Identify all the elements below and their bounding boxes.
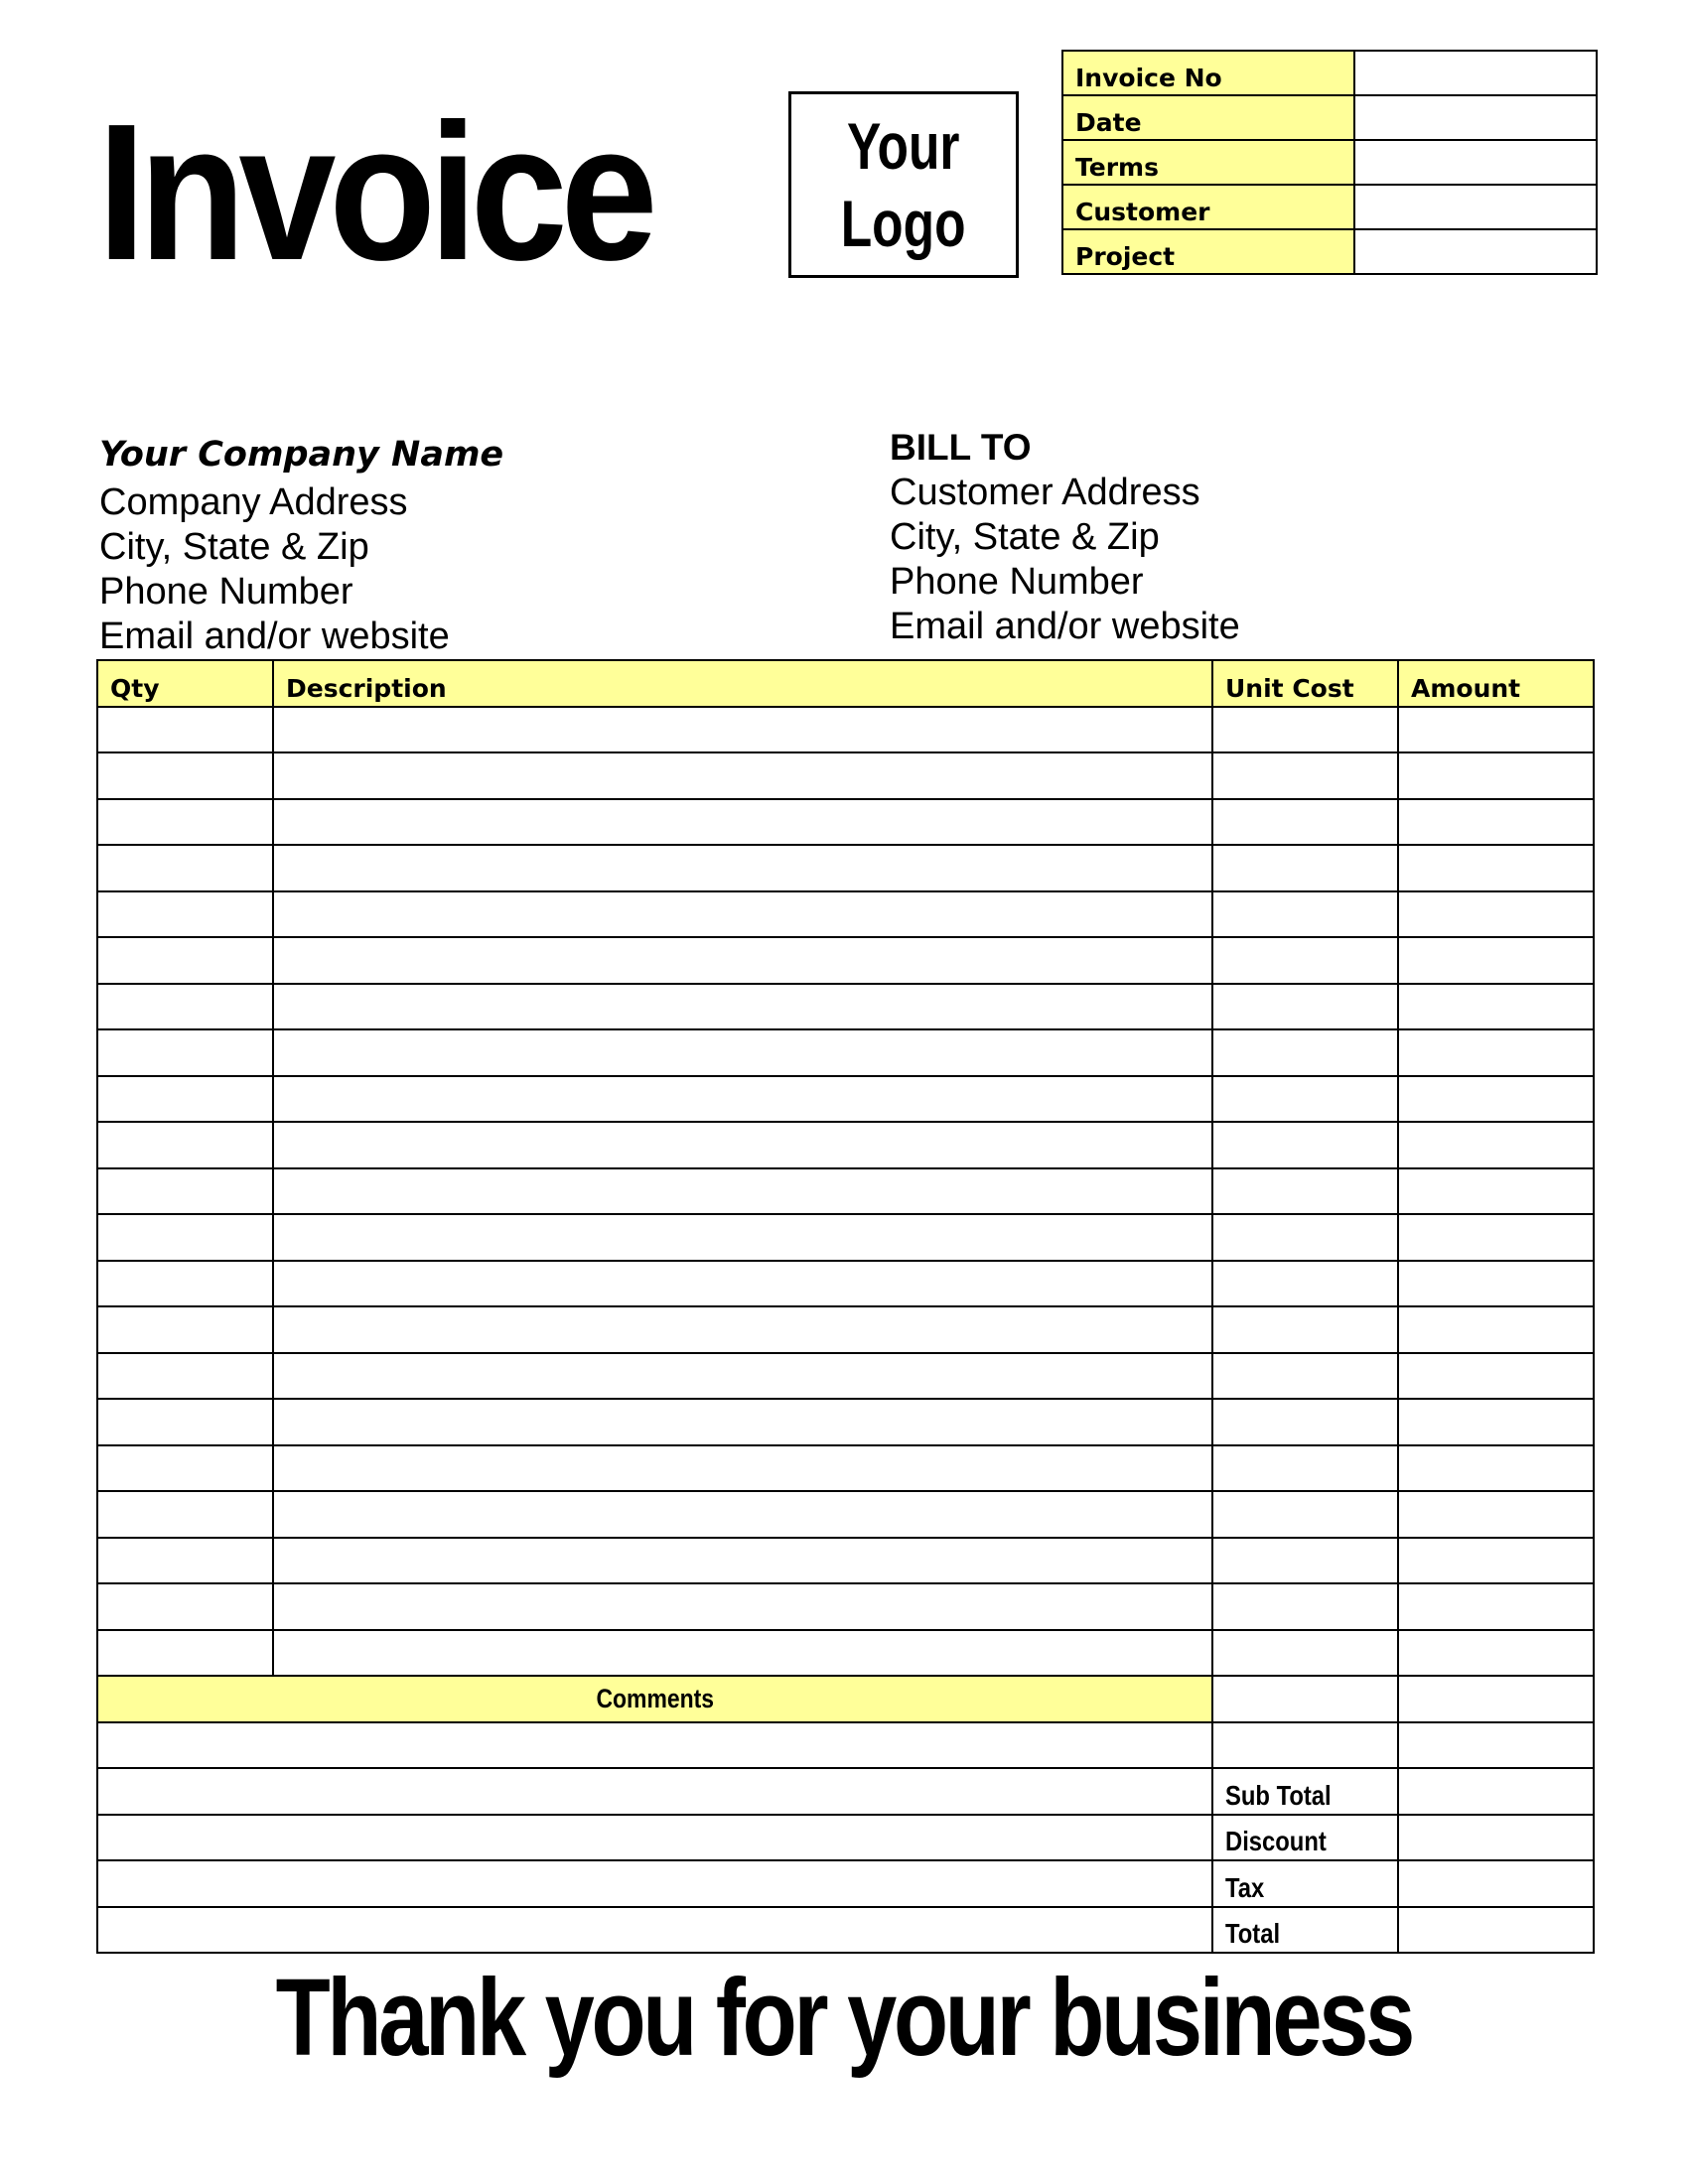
description-cell[interactable] (273, 1445, 1212, 1492)
invoice-title: Invoice (97, 83, 651, 301)
description-cell[interactable] (273, 845, 1212, 891)
date-field[interactable] (1354, 95, 1597, 140)
customer-phone: Phone Number (890, 561, 1144, 603)
comments-line[interactable] (97, 1815, 1212, 1861)
item-row (97, 1214, 1594, 1261)
unit-cost-cell[interactable] (1212, 752, 1398, 799)
qty-cell[interactable] (97, 1445, 273, 1492)
item-row (97, 1168, 1594, 1215)
item-row (97, 1583, 1594, 1630)
item-row (97, 1076, 1594, 1123)
description-cell[interactable] (273, 1122, 1212, 1168)
unit-cost-cell[interactable] (1212, 1029, 1398, 1076)
item-row (97, 1491, 1594, 1538)
amount-cell[interactable] (1398, 845, 1594, 891)
item-row (97, 799, 1594, 846)
item-row (97, 707, 1594, 753)
amount-cell[interactable] (1398, 984, 1594, 1030)
amount-cell[interactable] (1398, 1306, 1594, 1353)
total-row (97, 1907, 1594, 1954)
description-cell[interactable] (273, 937, 1212, 984)
line-items-table (96, 659, 1595, 1954)
info-row-terms (1062, 140, 1597, 185)
amount-cell[interactable] (1398, 1538, 1594, 1584)
tax-value[interactable] (1398, 1860, 1594, 1907)
item-row (97, 752, 1594, 799)
amount-cell[interactable] (1398, 1583, 1594, 1630)
unit-cost-cell[interactable] (1212, 1583, 1398, 1630)
summary-section (97, 1676, 1594, 1953)
unit-cost-cell[interactable] (1212, 891, 1398, 938)
logo-text-line-1: Your (847, 109, 960, 183)
qty-cell[interactable] (97, 1491, 273, 1538)
summary-value-cell[interactable] (1398, 1676, 1594, 1722)
comments-line[interactable] (97, 1907, 1212, 1954)
summary-label-cell (1212, 1676, 1398, 1722)
description-cell[interactable] (273, 1630, 1212, 1677)
logo-placeholder (788, 91, 1019, 278)
bill-to-block (890, 425, 1240, 649)
description-cell[interactable] (273, 1168, 1212, 1215)
unit-cost-cell[interactable] (1212, 1399, 1398, 1445)
total-label (1212, 1907, 1398, 1954)
item-row (97, 1306, 1594, 1353)
project-label: Project (1062, 229, 1354, 274)
description-cell[interactable] (273, 1261, 1212, 1307)
description-cell[interactable] (273, 1076, 1212, 1123)
qty-cell[interactable] (97, 845, 273, 891)
amount-cell[interactable] (1398, 1214, 1594, 1261)
company-email: Email and/or website (99, 615, 450, 657)
invoice-info-table (1061, 50, 1598, 275)
description-cell[interactable] (273, 799, 1212, 846)
comments-line[interactable] (97, 1722, 1212, 1769)
qty-cell[interactable] (97, 937, 273, 984)
qty-cell[interactable] (97, 1076, 273, 1123)
qty-cell[interactable] (97, 1630, 273, 1677)
amount-cell[interactable] (1398, 1399, 1594, 1445)
company-address: Company Address (99, 481, 408, 523)
description-cell[interactable] (273, 707, 1212, 753)
item-row (97, 1353, 1594, 1400)
comments-header (97, 1676, 1212, 1722)
amount-cell[interactable] (1398, 1491, 1594, 1538)
amount-cell[interactable] (1398, 1076, 1594, 1123)
items-header-row (97, 660, 1594, 707)
total-value[interactable] (1398, 1907, 1594, 1954)
unit-cost-cell[interactable] (1212, 1353, 1398, 1400)
total-label-text: Total (1225, 1918, 1281, 1949)
comments-line[interactable] (97, 1768, 1212, 1815)
comments-header-row (97, 1676, 1594, 1722)
item-row (97, 1122, 1594, 1168)
unit-cost-cell[interactable] (1212, 1168, 1398, 1215)
amount-cell[interactable] (1398, 1122, 1594, 1168)
qty-cell[interactable] (97, 752, 273, 799)
bill-to-title: BILL TO (890, 427, 1032, 468)
amount-cell[interactable] (1398, 1445, 1594, 1492)
description-cell[interactable] (273, 984, 1212, 1030)
customer-address: Customer Address (890, 472, 1200, 513)
qty-header: Qty (97, 660, 273, 707)
unit-cost-cell[interactable] (1212, 1261, 1398, 1307)
qty-cell[interactable] (97, 707, 273, 753)
invoice-no-field[interactable] (1354, 51, 1597, 95)
info-row-customer (1062, 185, 1597, 229)
unit-cost-cell[interactable] (1212, 1630, 1398, 1677)
qty-cell[interactable] (97, 1306, 273, 1353)
unit-cost-header: Unit Cost (1212, 660, 1398, 707)
comments-label: Comments (596, 1683, 714, 1713)
unit-cost-cell[interactable] (1212, 937, 1398, 984)
comments-row (97, 1722, 1594, 1769)
subtotal-label-text: Sub Total (1225, 1779, 1332, 1811)
description-cell[interactable] (273, 752, 1212, 799)
qty-cell[interactable] (97, 1168, 273, 1215)
unit-cost-cell[interactable] (1212, 1491, 1398, 1538)
description-cell[interactable] (273, 1029, 1212, 1076)
company-city-state-zip: City, State & Zip (99, 526, 369, 568)
discount-row (97, 1815, 1594, 1861)
unit-cost-cell[interactable] (1212, 1076, 1398, 1123)
comments-line[interactable] (97, 1860, 1212, 1907)
unit-cost-cell[interactable] (1212, 1214, 1398, 1261)
amount-cell[interactable] (1398, 1261, 1594, 1307)
item-row (97, 984, 1594, 1030)
amount-cell[interactable] (1398, 1630, 1594, 1677)
item-row (97, 937, 1594, 984)
item-row (97, 1445, 1594, 1492)
item-row (97, 1261, 1594, 1307)
description-cell[interactable] (273, 1353, 1212, 1400)
unit-cost-cell[interactable] (1212, 984, 1398, 1030)
company-phone: Phone Number (99, 571, 353, 613)
unit-cost-cell[interactable] (1212, 1445, 1398, 1492)
invoice-no-label: Invoice No (1062, 51, 1354, 95)
item-row (97, 1399, 1594, 1445)
unit-cost-cell[interactable] (1212, 707, 1398, 753)
amount-cell[interactable] (1398, 1168, 1594, 1215)
discount-value[interactable] (1398, 1815, 1594, 1861)
amount-cell[interactable] (1398, 937, 1594, 984)
company-name: Your Company Name (99, 435, 504, 475)
tax-label-text: Tax (1225, 1871, 1265, 1903)
unit-cost-cell[interactable] (1212, 1538, 1398, 1584)
info-row-date (1062, 95, 1597, 140)
item-rows (97, 707, 1594, 1677)
subtotal-label (1212, 1768, 1398, 1815)
qty-cell[interactable] (97, 984, 273, 1030)
info-row-project (1062, 229, 1597, 274)
unit-cost-cell[interactable] (1212, 845, 1398, 891)
amount-cell[interactable] (1398, 707, 1594, 753)
customer-label: Customer (1062, 185, 1354, 229)
item-row (97, 1630, 1594, 1677)
description-cell[interactable] (273, 1306, 1212, 1353)
unit-cost-cell[interactable] (1212, 1122, 1398, 1168)
unit-cost-cell[interactable] (1212, 799, 1398, 846)
amount-cell[interactable] (1398, 799, 1594, 846)
customer-city-state-zip: City, State & Zip (890, 516, 1160, 558)
summary-value-cell[interactable] (1398, 1722, 1594, 1769)
logo-text-line-2: Logo (841, 187, 966, 260)
date-label: Date (1062, 95, 1354, 140)
tax-label (1212, 1860, 1398, 1907)
item-row (97, 1538, 1594, 1584)
qty-cell[interactable] (97, 799, 273, 846)
qty-cell[interactable] (97, 1029, 273, 1076)
info-row-invoice-no (1062, 51, 1597, 95)
item-row (97, 1029, 1594, 1076)
summary-label-cell (1212, 1722, 1398, 1769)
subtotal-row (97, 1768, 1594, 1815)
thank-you-text: Thank you for your business (275, 1957, 1413, 2079)
company-block (99, 429, 503, 659)
qty-cell[interactable] (97, 1399, 273, 1445)
description-header: Description (273, 660, 1212, 707)
description-cell[interactable] (273, 1399, 1212, 1445)
qty-cell[interactable] (97, 1214, 273, 1261)
qty-cell[interactable] (97, 1353, 273, 1400)
terms-field[interactable] (1354, 140, 1597, 185)
description-cell[interactable] (273, 1583, 1212, 1630)
qty-cell[interactable] (97, 1583, 273, 1630)
description-cell[interactable] (273, 1491, 1212, 1538)
qty-cell[interactable] (97, 1122, 273, 1168)
unit-cost-cell[interactable] (1212, 1306, 1398, 1353)
description-cell[interactable] (273, 891, 1212, 938)
description-cell[interactable] (273, 1214, 1212, 1261)
subtotal-value[interactable] (1398, 1768, 1594, 1815)
amount-cell[interactable] (1398, 891, 1594, 938)
amount-cell[interactable] (1398, 1353, 1594, 1400)
customer-email: Email and/or website (890, 606, 1240, 647)
amount-cell[interactable] (1398, 1029, 1594, 1076)
description-cell[interactable] (273, 1538, 1212, 1584)
discount-label (1212, 1815, 1398, 1861)
thank-you-message (0, 1957, 1688, 2079)
amount-header: Amount (1398, 660, 1594, 707)
discount-label-text: Discount (1225, 1826, 1327, 1856)
qty-cell[interactable] (97, 891, 273, 938)
qty-cell[interactable] (97, 1261, 273, 1307)
qty-cell[interactable] (97, 1538, 273, 1584)
terms-label: Terms (1062, 140, 1354, 185)
item-row (97, 891, 1594, 938)
amount-cell[interactable] (1398, 752, 1594, 799)
tax-row (97, 1860, 1594, 1907)
project-field[interactable] (1354, 229, 1597, 274)
item-row (97, 845, 1594, 891)
customer-field[interactable] (1354, 185, 1597, 229)
